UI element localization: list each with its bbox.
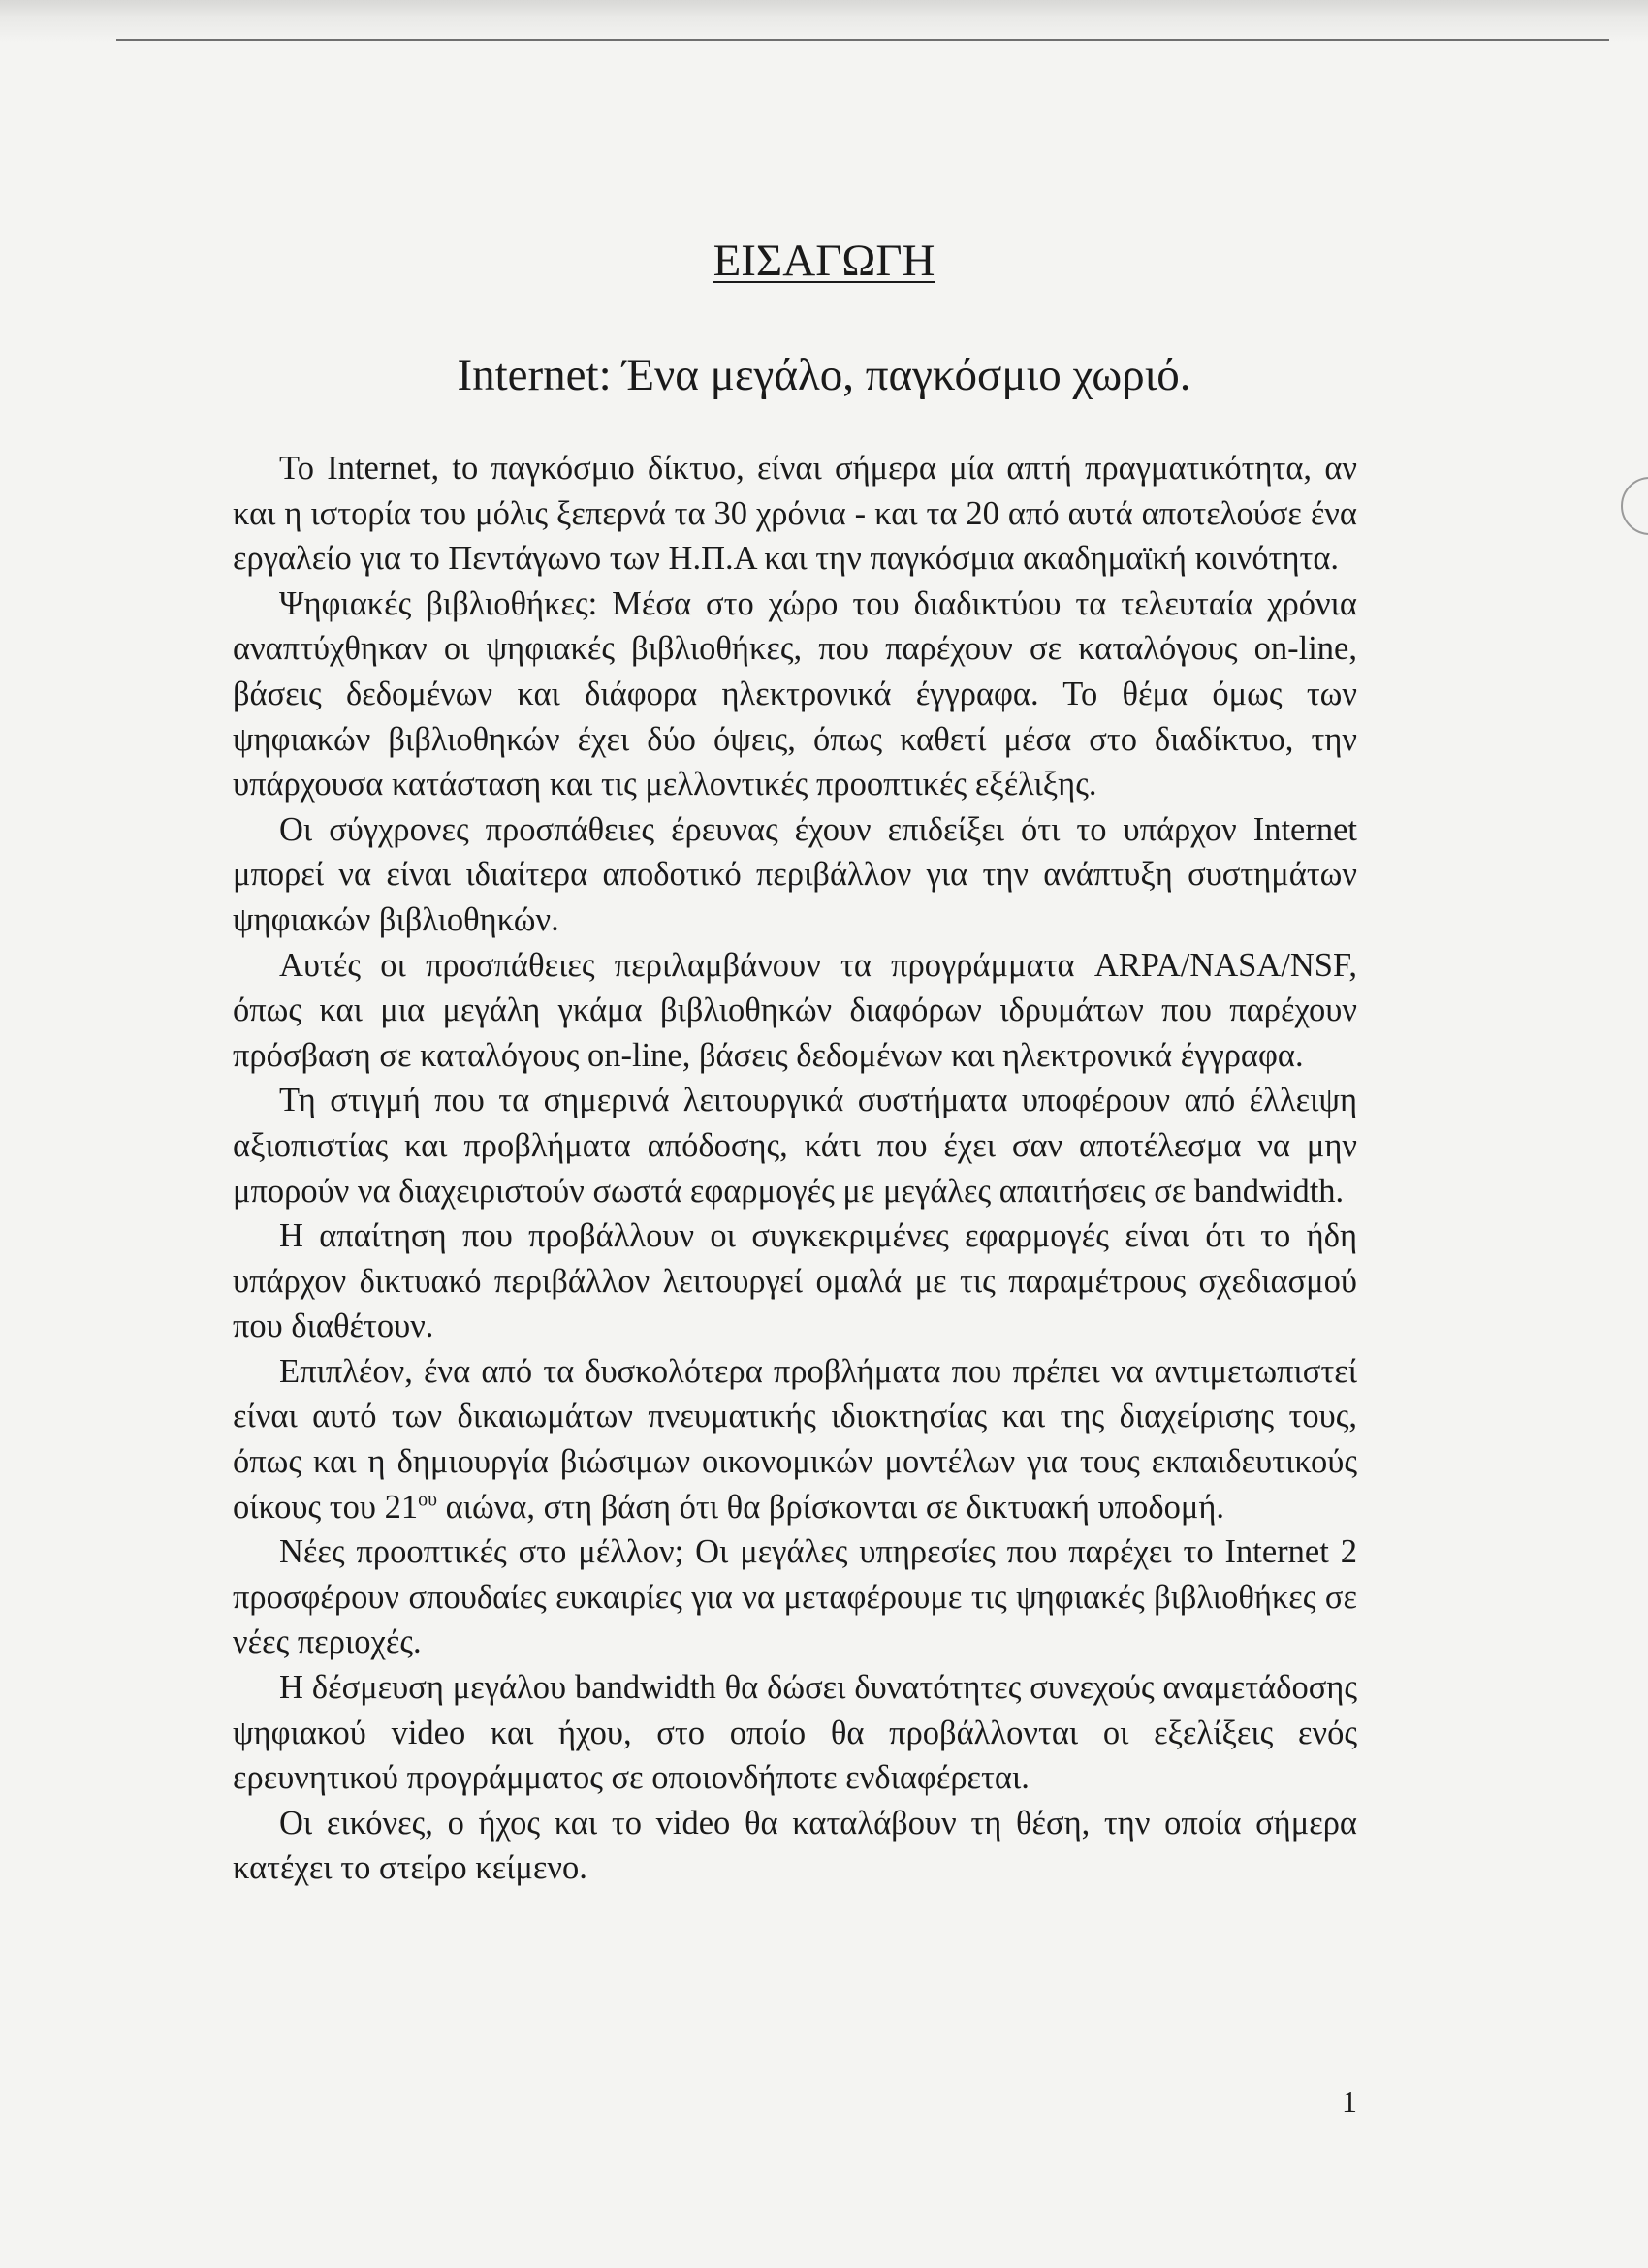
paragraph-7-text: Επιπλέον, ένα από τα δυσκολότερα προβλήματα που πρέπει να αντιμετωπιστεί είναι αυτό των δικαιωμάτων πνευματικής ιδιοκτησίας και της διαχείρισης τους, όπως και η δημιουργία βιώσιμων οικονομικών μοντέλων για τους εκπαιδευτικούς οίκους του 21 [233,1352,1357,1526]
page-subtitle: Internet: Ένα μεγάλο, παγκόσμιο χωριό. [457,350,1191,400]
ordinal-superscript: ου [418,1489,438,1511]
scan-top-edge [0,0,1648,43]
paragraph-7 [233,1349,1357,1529]
paragraph-1: Το Internet, to παγκόσμιο δίκτυο, είναι σήμερα μία απτή πραγματικότητα, αν και η ιστορία του μόλις ξεπερνά τα 30 χρόνια - και τα 20 από αυτά αποτελούσε ένα εργαλείο για το Πεντάγωνο των Η.Π.Α και την παγκόσμια ακαδημαϊκή κοινότητα. [233,450,1357,578]
paragraph-4: Αυτές οι προσπάθειες περιλαμβάνουν τα προγράμματα ARPA/NASA/NSF, όπως και μια μεγάλη γκάμα βιβλιοθηκών διαφόρων ιδρυμάτων που παρέχουν πρόσβαση σε καταλόγους on-line, βάσεις δεδομένων και ηλεκτρονικά έγγραφα. [233,946,1357,1074]
paragraph-3: Οι σύγχρονες προσπάθειες έρευνας έχουν επιδείξει ότι το υπάρχον Internet μπορεί να είναι ιδιαίτερα αποδοτικό περιβάλλον για την ανάπτυξη συστημάτων ψηφιακών βιβλιοθηκών. [233,810,1357,938]
page-number: 1 [1342,2084,1357,2119]
body-text [233,446,1357,1891]
paragraph-9: Η δέσμευση μεγάλου bandwidth θα δώσει δυνατότητες συνεχούς αναμετάδοσης ψηφιακού video και ήχου, στο οποίο θα προβάλλονται οι εξελίξεις ενός ερευνητικού προγράμματος σε οποιονδήποτε ενδιαφέρεται. [233,1669,1357,1797]
scan-top-line [116,39,1609,41]
paragraph-10: Οι εικόνες, ο ήχος και το video θα καταλάβουν τη θέση, την οποία σήμερα κατέχει το στείρο κείμενο. [233,1804,1357,1887]
paragraph-2: Ψηφιακές βιβλιοθήκες: Μέσα στο χώρο του διαδικτύου τα τελευταία χρόνια αναπτύχθηκαν οι ψηφιακές βιβλιοθήκες, που παρέχουν σε καταλόγους on-line, βάσεις δεδομένων και διάφορα ηλεκτρονικά έγγραφα. Το θέμα όμως των ψηφιακών βιβλιοθηκών έχει δύο όψεις, όπως καθετί μέσα στο διαδίκτυο, την υπάρχουσα κατάσταση και τις μελλοντικές προοπτικές εξέλιξης. [233,584,1357,803]
paragraph-5: Τη στιγμή που τα σημερινά λειτουργικά συστήματα υποφέρουν από έλλειψη αξιοπιστίας και προβλήματα απόδοσης, κάτι που έχει σαν αποτέλεσμα να μην μπορούν να διαχειριστούν σωστά εφαρμογές με μεγάλες απαιτήσεις σε bandwidth. [233,1082,1357,1210]
paragraph-7-text-end: αιώνα, στη βάση ότι θα βρίσκονται σε δικτυακή υποδομή. [437,1488,1224,1526]
paragraph-8: Νέες προοπτικές στο μέλλον; Οι μεγάλες υπηρεσίες που παρέχει το Internet 2 προσφέρουν σπουδαίες ευκαιρίες για να μεταφέρουμε τις ψηφιακές βιβλιοθήκες σε νέες περιοχές. [233,1533,1357,1661]
page-title: ΕΙΣΑΓΩΓΗ [713,236,935,286]
paragraph-6: Η απαίτηση που προβάλλουν οι συγκεκριμένες εφαρμογές είναι ότι το ήδη υπάρχον δικτυακό περιβάλλον λειτουργεί ομαλά με τις παραμέτρους σχεδιασμού που διαθέτουν. [233,1217,1357,1345]
punch-hole-mark [1621,477,1648,535]
